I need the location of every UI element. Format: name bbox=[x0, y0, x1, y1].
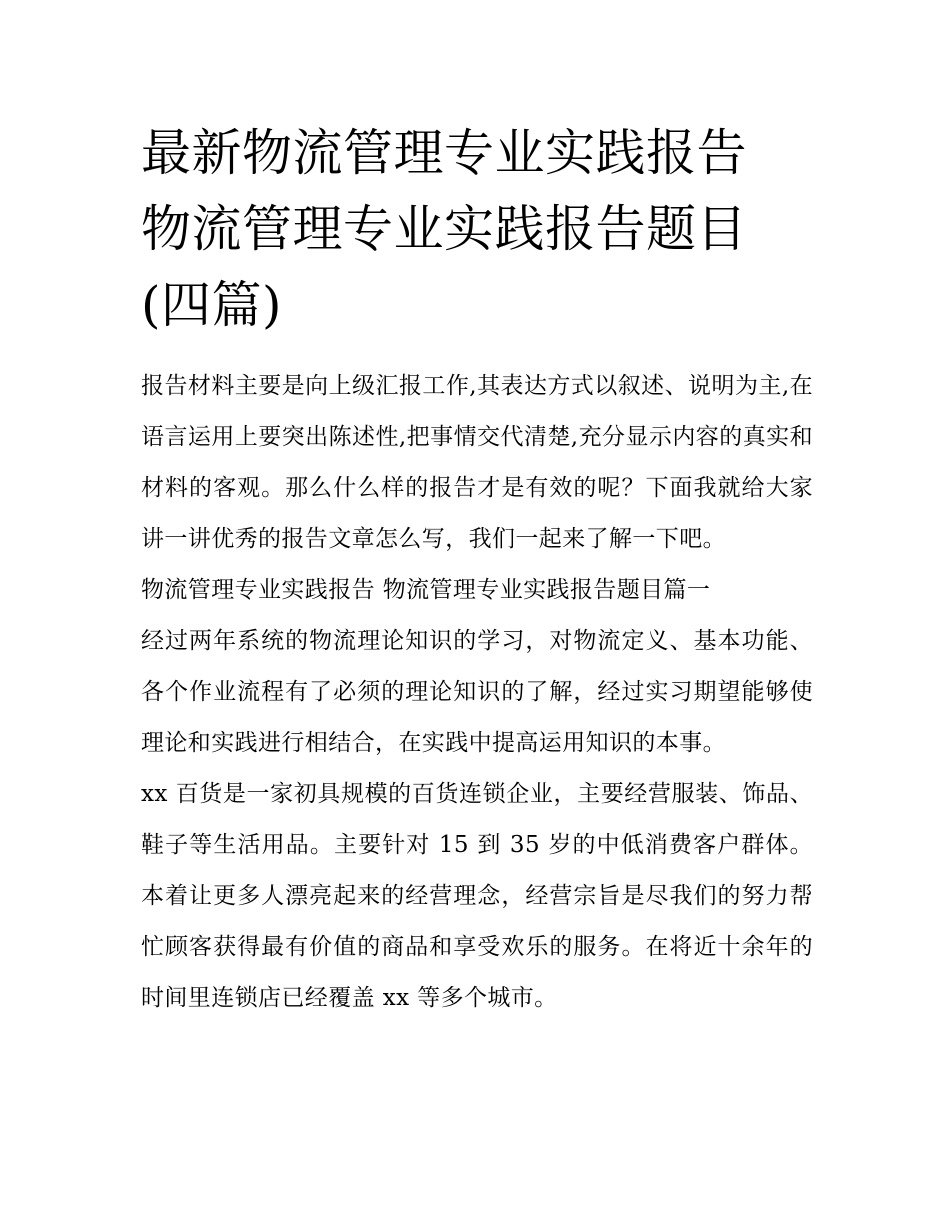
section-heading: 物流管理专业实践报告 物流管理专业实践报告题目篇一 bbox=[141, 577, 711, 603]
intro-paragraph: 报告材料主要是向上级汇报工作,其表达方式以叙述、说明为主,在语言运用上要突出陈述性,把事情交代清楚,充分显示内容的真实和材料的客观。那么什么样的报告才是有效的呢？下面我就给大家讲一讲优秀的报告文章怎么写，我们一起来了解一下吧。 bbox=[141, 373, 813, 552]
document-body bbox=[141, 361, 813, 1024]
document-page bbox=[141, 115, 813, 1024]
document-title: 最新物流管理专业实践报告 物流管理专业实践报告题目(四篇) bbox=[141, 124, 747, 334]
body-paragraph-1: 经过两年系统的物流理论知识的学习，对物流定义、基本功能、各个作业流程有了必须的理论知识的了解，经过实习期望能够使理论和实践进行相结合，在实践中提高运用知识的本事。 bbox=[141, 628, 813, 756]
body-paragraph-2: xx 百货是一家初具规模的百货连锁企业，主要经营服装、饰品、鞋子等生活用品。主要针对 15 到 35 岁的中低消费客户群体。本着让更多人漂亮起来的经营理念，经营宗旨是尽我们的努力帮忙顾客获得最有价值的商品和享受欢乐的服务。在将近十余年的时间里连锁店已经覆盖 xx 等多个城市。 bbox=[141, 781, 813, 1011]
